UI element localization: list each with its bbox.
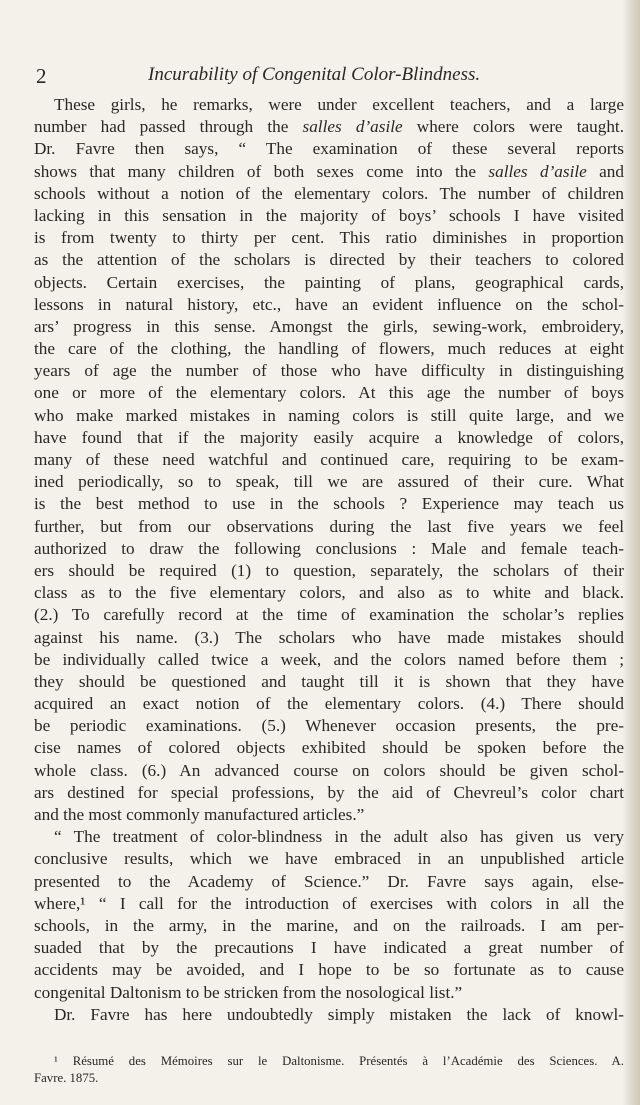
text-line: have found that if the majority easily acquire a knowledge of colors, <box>34 427 624 447</box>
text-line: ars’ progress in this sense. Amongst the girls, sewing-work, embroidery, <box>34 316 624 336</box>
text-line: whole class. (6.) An advanced course on colors should be given schol- <box>34 760 624 780</box>
text-line: is from twenty to thirty per cent. This ratio diminishes in proportion <box>34 228 624 248</box>
text-line: objects. Certain exercises, the painting of plans, geographical cards, <box>34 272 624 292</box>
text-line: accidents may be avoided, and I hope to be so fortunate as to cause <box>34 960 624 980</box>
text-line: (2.) To carefully record at the time of examination the scholar’s replies <box>34 605 624 625</box>
text-line: and the most commonly manufactured articles.” <box>34 805 365 824</box>
page-gutter-shadow <box>622 0 640 1105</box>
text-line: years of age the number of those who have difficulty in distinguishing <box>34 361 624 381</box>
text-line: they should be questioned and taught till it is shown that they have <box>34 671 624 691</box>
text-line: ers should be required (1) to question, separately, the scholars of their <box>34 560 624 580</box>
text-line: be individually called twice a week, and the colors named before them ; <box>34 649 624 669</box>
text-line: ined periodically, so to speak, till we are assured of their cure. What <box>34 472 624 492</box>
page-number: 2 <box>36 64 47 88</box>
text-line: ars destined for special professions, by the aid of Chevreul’s color chart <box>34 782 624 802</box>
text-line: further, but from our observations during the last five years we feel <box>34 516 624 536</box>
text-line: schools, in the army, in the marine, and on the railroads. I am per- <box>34 915 624 935</box>
footnote-line: ¹ Résumé des Mémoires sur le Daltonisme. Présentés à l’Académie des Sciences. A. <box>54 1054 624 1068</box>
text-line: conclusive results, which we have embraced in an unpublished article <box>34 849 624 869</box>
footnote <box>34 1053 624 1087</box>
text-line: is the best method to use in the schools ? Experience may teach us <box>34 494 624 514</box>
text-line: presented to the Academy of Science.” Dr. Favre says again, else- <box>34 871 624 891</box>
text-line: number had passed through the salles d’asile where colors were taught. <box>34 117 624 137</box>
text-line: lessons in natural history, etc., have an evident influence on the schol- <box>34 294 624 314</box>
text-line: acquired an exact notion of the elementary colors. (4.) There should <box>34 694 624 714</box>
text-line: These girls, he remarks, were under excellent teachers, and a large <box>54 95 624 114</box>
text-line: where,¹ “ I call for the introduction of exercises with colors in all the <box>34 893 624 913</box>
body-text <box>34 94 624 1026</box>
text-line: lacking in this sensation in the majority of boys’ schools I have visited <box>34 205 624 225</box>
running-head <box>36 64 610 88</box>
text-line: suaded that by the precautions I have indicated a great number of <box>34 938 624 958</box>
text-line: many of these need watchful and continued care, requiring to be exam- <box>34 450 624 469</box>
text-line: against his name. (3.) The scholars who have made mistakes should <box>34 627 624 647</box>
text-line: Dr. Favre has here undoubtedly simply mistaken the lack of knowl- <box>54 1004 624 1024</box>
text-line: be periodic examinations. (5.) Whenever occasion presents, the pre- <box>34 716 624 736</box>
text-line: who make marked mistakes in naming colors is still quite large, and we <box>34 405 624 425</box>
text-line: shows that many children of both sexes come into the salles d’asile and <box>34 161 624 181</box>
text-line: the care of the clothing, the handling of flowers, much reduces at eight <box>34 339 624 359</box>
text-line: congenital Daltonism to be stricken from the nosological list.” <box>34 982 463 1002</box>
footnote-line: Favre. 1875. <box>34 1071 99 1085</box>
running-title: Incurability of Congenital Color-Blindness. <box>148 64 481 85</box>
text-line: schools without a notion of the elementary colors. The number of children <box>34 183 624 203</box>
text-line: Dr. Favre then says, “ The examination of these several reports <box>34 139 624 159</box>
text-line: authorized to draw the following conclusions : Male and female teach- <box>34 538 624 558</box>
text-line: as the attention of the scholars is directed by their teachers to colored <box>34 250 624 270</box>
text-line: one or more of the elementary colors. At this age the number of boys <box>34 383 624 403</box>
text-line: class as to the five elementary colors, and also as to white and black. <box>34 583 624 603</box>
text-line: cise names of colored objects exhibited should be spoken before the <box>34 738 624 758</box>
text-line: “ The treatment of color-blindness in the adult also has given us very <box>54 827 624 847</box>
